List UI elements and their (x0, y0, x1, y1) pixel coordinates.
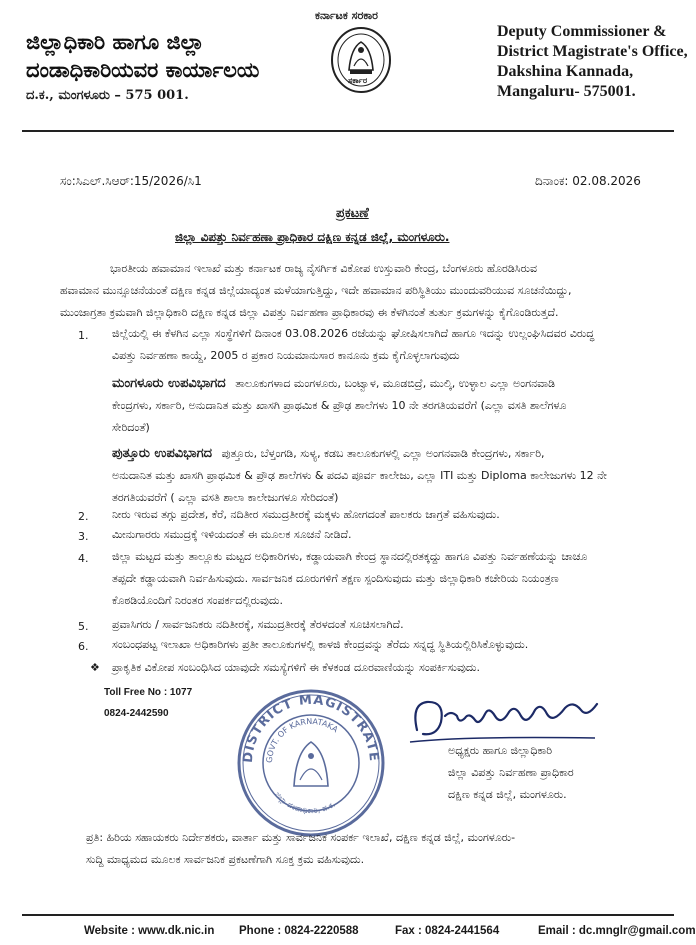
svg-text:GOVT. OF KARNATAKA (265, 717, 340, 763)
footer-website: Website : www.dk.nic.in (84, 925, 215, 937)
office-title-english-line2: District Magistrate's Office, (497, 43, 688, 60)
contact-bullet-icon: ❖ (90, 661, 100, 674)
item-1 (112, 323, 682, 509)
intro-line: ಹವಾಮಾನ ಮುನ್ಸೂಚನೆಯಂತೆ ದಕ್ಷಿಣ ಕನ್ನಡ ಜಿಲ್ಲೆಯಾದ್ಯಂತ ಮಳೆಯಾಗುತ್ತಿದ್ದು, ಇದೇ ಹವಾಮಾನ ಪರಿಸ್ಥಿತಿಯು ಮುಂದುವರಿಯುವ ಸೂಚನೆಯಿದ್ದು, (60, 284, 572, 297)
signatory-block (448, 740, 574, 806)
footer-email: Email : dc.mnglr@gmail.com (538, 925, 696, 937)
karnataka-emblem (330, 26, 392, 94)
puttur-subdivision-line: ಅನುದಾನಿತ ಮತ್ತು ಖಾಸಗಿ ಪ್ರಾಥಮಿಕ & ಪ್ರೌಢ ಶಾಲೆಗಳು & ಪದವಿ ಪೂರ್ವ ಕಾಲೇಜು, ಎಲ್ಲಾ ITI ಮತ್ತು Diploma ಕಾಲೇಜುಗಳು 12 ನೇ (112, 469, 607, 482)
office-title-english-line1: Deputy Commissioner & (497, 23, 667, 40)
signatory-location: ದಕ್ಷಿಣ ಕನ್ನಡ ಜಿಲ್ಲೆ, ಮಂಗಳೂರು. (448, 788, 567, 801)
item-4-line: ಜಿಲ್ಲಾ ಮಟ್ಟದ ಮತ್ತು ತಾಲ್ಲೂಕು ಮಟ್ಟದ ಅಧಿಕಾರಿಗಳು, ಕಡ್ಡಾಯವಾಗಿ ಕೇಂದ್ರ ಸ್ಥಾನದಲ್ಲಿರತಕ್ಕದ್ದು ಹಾಗೂ ವಿಪತ್ತು ನಿರ್ವಹಣೆಯನ್ನು ಚಾಚೂ (112, 550, 588, 563)
emblem-label: ಸರ್ಕಾರ (348, 76, 368, 85)
office-title-english-line4: Mangaluru- 575001. (497, 83, 636, 100)
office-title-line2: ದಂಡಾಧಿಕಾರಿಯವರ ಕಾರ್ಯಾಲಯ (26, 58, 260, 82)
puttur-subdivision-heading: ಪುತ್ತೂರು ಉಪವಿಭಾಗದ (112, 446, 213, 461)
mangaluru-subdivision-line: ಕೇಂದ್ರಗಳು, ಸರ್ಕಾರಿ, ಅನುದಾನಿತ ಮತ್ತು ಖಾಸಗಿ ಪ್ರಾಥಮಿಕ & ಪ್ರೌಢ ಶಾಲೆಗಳು 10 ನೇ ತರಗತಿಯವರೆಗೆ (ಎಲ್ಲಾ ವಸತಿ ಶಾಲೆಗಳೂ (112, 399, 567, 412)
copy-to (86, 827, 515, 871)
mangaluru-subdivision (112, 373, 682, 395)
official-seal (236, 688, 386, 838)
footer-phone: Phone : 0824-2220588 (239, 925, 359, 937)
item-6-text: ಸಂಬಂಧಪಟ್ಟ ಇಲಾಖಾ ಅಧಿಕಾರಿಗಳು ಪ್ರತೀ ತಾಲೂಕುಗಳಲ್ಲಿ ಕಾಳಜಿ ಕೇಂದ್ರವನ್ನು ತೆರೆದು ಸನ್ನದ್ಧ ಸ್ಥಿತಿಯಲ್ಲಿರಿಸಿಕೊಳ್ಳುವುದು. (112, 638, 529, 651)
signatory-title: ಅಧ್ಯಕ್ಷರು ಹಾಗೂ ಜಿಲ್ಲಾಧಿಕಾರಿ (448, 744, 553, 757)
mangaluru-subdivision-line: ಸೇರಿದಂತೆ) (112, 421, 150, 434)
office-address-kannada: ದ.ಕ., ಮಂಗಳೂರು – 575 001. (26, 88, 189, 103)
item-number: 5. (78, 620, 89, 633)
toll-free-number: Toll Free No : 1077 (104, 687, 193, 698)
office-title-english-line3: Dakshina Kannada, (497, 63, 634, 80)
header-divider (22, 130, 674, 132)
svg-text:ಜಿಲ್ಲಾ ದಂಡಾಧಿಕಾರಿ, ದ.ಕ. (273, 790, 337, 815)
item-number: 3. (78, 530, 89, 543)
copy-to-line: ಸುದ್ದಿ ಮಾಧ್ಯಮದ ಮೂಲಕ ಸಾರ್ವಜನಿಕ ಪ್ರಕಟಣೆಗಾಗಿ ಸೂಕ್ತ ಕ್ರಮ ವಹಿಸುವುದು. (86, 853, 365, 866)
item-4-line: ತಪ್ಪದೇ ಕಡ್ಡಾಯವಾಗಿ ನಿರ್ವಹಿಸುವುದು. ಸಾರ್ವಜನಿಕ ದೂರುಗಳಿಗೆ ತಕ್ಷಣ ಸ್ಪಂದಿಸುವುದು ಮತ್ತು ಜಿಲ್ಲಾಧಿಕಾರಿ ಕಚೇರಿಯ ನಿಯಂತ್ರಣ (112, 572, 559, 585)
government-label: ಕರ್ನಾಟಕ ಸರಕಾರ (315, 9, 378, 22)
puttur-subdivision-line: ತರಗತಿಯವರೆಗೆ ( ಎಲ್ಲಾ ವಸತಿ ಶಾಲಾ ಕಾಲೇಜುಗಳೂ ಸೇರಿದಂತೆ) (112, 491, 339, 504)
office-title-english (497, 22, 688, 102)
notice-heading: ಪ್ರಕಟಣೆ (336, 206, 369, 221)
item-number: 2. (78, 510, 89, 523)
item-5-text: ಪ್ರವಾಸಿಗರು / ಸಾರ್ವಜನಿಕರು ನದಿತೀರಕ್ಕೆ, ಸಮುದ್ರತೀರಕ್ಕೆ ತೆರಳದಂತೆ ಸೂಚಿಸಲಾಗಿದೆ. (112, 618, 404, 631)
notice-subheading: ಜಿಲ್ಲಾ ವಿಪತ್ತು ನಿರ್ವಹಣಾ ಪ್ರಾಧಿಕಾರ ದಕ್ಷಿಣ ಕನ್ನಡ ಜಿಲ್ಲೆ, ಮಂಗಳೂರು. (175, 230, 450, 244)
puttur-subdivision (112, 443, 682, 465)
item-2-text: ನೀರು ಇರುವ ತಗ್ಗು ಪ್ರದೇಶ, ಕೆರೆ, ನದಿತೀರ ಸಮುದ್ರತೀರಕ್ಕೆ ಮಕ್ಕಳು ಹೋಗದಂತೆ ಪಾಲಕರು ಜಾಗ್ರತೆ ವಹಿಸುವುದು. (112, 508, 500, 521)
item-4 (112, 546, 587, 612)
intro-paragraph (60, 258, 680, 324)
copy-to-line: ಪ್ರತಿ: ಹಿರಿಯ ಸಹಾಯಕರು ನಿರ್ದೇಶಕರು, ವಾರ್ತಾ ಮತ್ತು ಸಾರ್ವಜನಿಕ ಸಂಪರ್ಕ ಇಲಾಖೆ, ದಕ್ಷಿಣ ಕನ್ನಡ ಜಿಲ್ಲೆ, ಮಂಗಳೂರು- (86, 831, 516, 844)
item-4-line: ಕೊಠಡಿಯೊಂದಿಗೆ ನಿರಂತರ ಸಂಪರ್ಕದಲ್ಲಿರುವುದು. (112, 594, 284, 607)
reference-date: ದಿನಾಂಕ: 02.08.2026 (535, 174, 641, 188)
office-title-line1: ಜಿಲ್ಲಾಧಿಕಾರಿ ಹಾಗೂ ಜಿಲ್ಲಾ (26, 30, 205, 54)
seal-bottom-text: ಜಿಲ್ಲಾ ದಂಡಾಧಿಕಾರಿ, ದ.ಕ. (272, 790, 337, 816)
intro-line: ಮುಂಜಾಗ್ರತಾ ಕ್ರಮವಾಗಿ ಜಿಲ್ಲಾಧಿಕಾರಿ ದಕ್ಷಿಣ ಕನ್ನಡ ಜಿಲ್ಲಾ ವಿಪತ್ತು ನಿರ್ವಹಣಾ ಪ್ರಾಧಿಕಾರವು ಈ ಕೆಳಗಿನಂತೆ ತುರ್ತು ಕ್ರಮಗಳನ್ನು ಕೈಗೊಂಡಿರುತ್ತದೆ. (60, 306, 559, 319)
footer-fax: Fax : 0824-2441564 (395, 925, 500, 937)
item-number: 6. (78, 640, 89, 653)
helpline-phone: 0824-2442590 (104, 708, 169, 719)
intro-line: ಭಾರತೀಯ ಹವಾಮಾನ ಇಲಾಖೆ ಮತ್ತು ಕರ್ನಾಟಕ ರಾಜ್ಯ ನೈಸರ್ಗಿಕ ವಿಕೋಪ ಉಸ್ತುವಾರಿ ಕೇಂದ್ರ, ಬೆಂಗಳೂರು ಹೊರಡಿಸಿರುವ (110, 262, 538, 275)
signature (405, 692, 605, 747)
seal-outer-text: DISTRICT MAGISTRATE (240, 692, 382, 764)
puttur-subdivision-text: ಪುತ್ತೂರು, ಬೆಳ್ತಂಗಡಿ, ಸುಳ್ಯ, ಕಡಬ ತಾಲೂಕುಗಳಲ್ಲಿ ಎಲ್ಲಾ ಅಂಗನವಾಡಿ ಕೇಂದ್ರಗಳು, ಸರ್ಕಾರಿ, (221, 447, 545, 460)
contact-note-text: ಪ್ರಾಕೃತಿಕ ವಿಕೋಪ ಸಂಬಂಧಿಸಿದ ಯಾವುದೇ ಸಮಸ್ಯೆಗಳಿಗೆ ಈ ಕೆಳಕಂಡ ದೂರವಾಣಿಯನ್ನು ಸಂಪರ್ಕಿಸುವುದು. (112, 661, 481, 674)
signatory-authority: ಜಿಲ್ಲಾ ವಿಪತ್ತು ನಿರ್ವಹಣಾ ಪ್ರಾಧಿಕಾರ (448, 766, 574, 779)
item-3-text: ಮೀನುಗಾರರು ಸಮುದ್ರಕ್ಕೆ ಇಳಿಯದಂತೆ ಈ ಮೂಲಕ ಸೂಚನೆ ನೀಡಿದೆ. (112, 528, 352, 541)
item-1-line: ಜಿಲ್ಲೆಯಲ್ಲಿ ಈ ಕೆಳಗಿನ ಎಲ್ಲಾ ಸಂಸ್ಥೆಗಳಿಗೆ ದಿನಾಂಕ 03.08.2026 ರಜೆಯನ್ನು ಘೋಷಿಸಲಾಗಿದೆ ಹಾಗೂ ಇದನ್ನು ಉಲ್ಲಂಘಿಸಿದವರ ವಿರುದ್ಧ (112, 327, 595, 340)
mangaluru-subdivision-text: ತಾಲೂಕುಗಳಾದ ಮಂಗಳೂರು, ಬಂಟ್ವಾಳ, ಮೂಡಬಿದ್ರೆ, ಮುಲ್ಕಿ, ಉಳ್ಳಾಲ ಎಲ್ಲಾ ಅಂಗನವಾಡಿ (235, 377, 556, 390)
item-number: 1. (78, 329, 89, 342)
item-number: 4. (78, 552, 89, 565)
item-1-line: ವಿಪತ್ತು ನಿರ್ವಹಣಾ ಕಾಯ್ದೆ, 2005 ರ ಪ್ರಕಾರ ನಿಯಮಾನುಸಾರ ಕಾನೂನು ಕ್ರಮ ಕೈಗೊಳ್ಳಲಾಗುವುದು (112, 349, 460, 362)
mangaluru-subdivision-heading: ಮಂಗಳೂರು ಉಪವಿಭಾಗದ (112, 376, 226, 391)
footer-divider (22, 914, 674, 916)
reference-number: ಸಂ:ಸಿಎಲ್.ಸಿಆರ್:15/2026/ಸಿ1 (60, 174, 202, 188)
seal-inner-text: GOVT. OF KARNATAKA (264, 716, 340, 764)
